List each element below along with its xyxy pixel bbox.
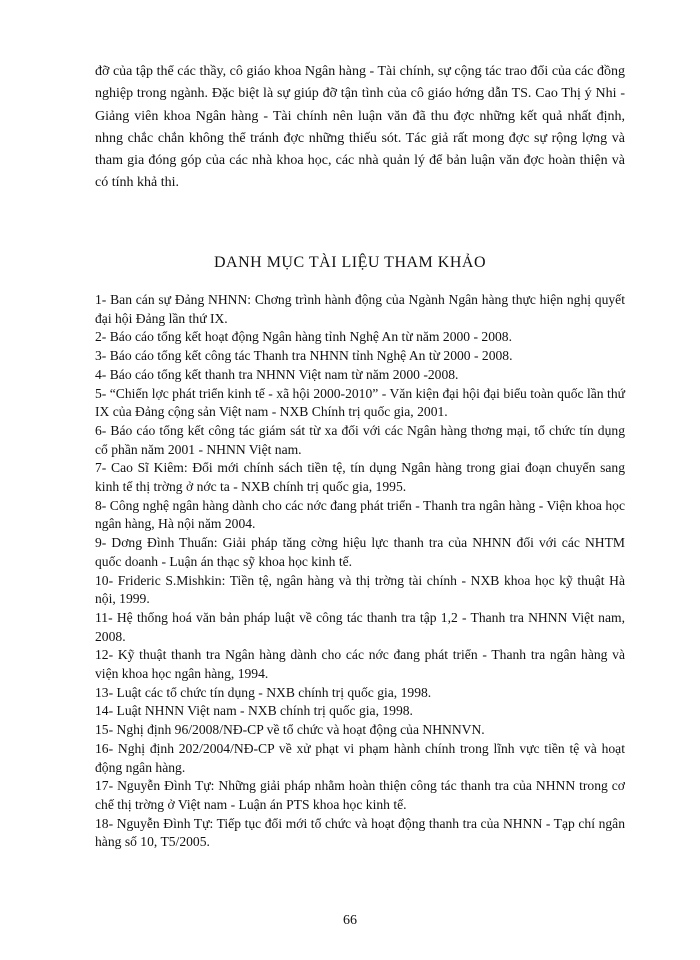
reference-item: 7- Cao Sĩ Kiêm: Đổi mới chính sách tiền tệ, tín dụng Ngân hàng trong giai đoạn chuyển sang kinh tế thị trờng ở nớc ta - NXB chính trị quốc gia, 1995. — [95, 460, 625, 495]
reference-item: 5- “Chiến lợc phát triển kinh tế - xã hội 2000-2010” - Văn kiện đại hội đại biểu toàn quốc lần thứ IX của Đảng cộng sản Việt nam - NXB Chính trị quốc gia, 2001. — [95, 385, 625, 420]
reference-list — [95, 291, 625, 852]
reference-item: 10- Frideric S.Mishkin: Tiền tệ, ngân hàng và thị trờng tài chính - NXB khoa học kỹ thuật Hà nội, 1999. — [95, 572, 625, 607]
reference-item: 14- Luật NHNN Việt nam - NXB chính trị quốc gia, 1998. — [95, 703, 413, 719]
reference-item: 2- Báo cáo tổng kết hoạt động Ngân hàng tỉnh Nghệ An từ năm 2000 - 2008. — [95, 329, 512, 345]
section-title: DANH MỤC TÀI LIỆU THAM KHẢO — [213, 254, 486, 271]
reference-item: 9- Dơng Đình Thuấn: Giải pháp tăng cờng hiệu lực thanh tra của NHNN đối với các NHTM quốc doanh - Luận án thạc sỹ khoa học kinh tế. — [95, 535, 625, 569]
page-number: 66 — [343, 913, 357, 928]
reference-item: 6- Báo cáo tổng kết công tác giám sát từ xa đối với các Ngân hàng thơng mại, tổ chức tín dụng cổ phần năm 2001 - NHNN Việt nam. — [95, 422, 625, 457]
intro-paragraph: đỡ của tập thể các thầy, cô giáo khoa Ngân hàng - Tài chính, sự cộng tác trao đổi của các đồng nghiệp trong ngành. Đặc biệt là sự giúp đỡ tận tình của cô giáo hớng dẫn TS. Cao Thị ý Nhi - Giảng viên khoa Ngân hàng - Tài chính nên luận văn đã thu đợc những kết quả nhất định, nhng chắc chắn không thể tránh đợc những thiếu sót. Tác giả rất mong đợc sự rộng lợng và tham gia đóng góp của các nhà khoa học, các nhà quản lý để bản luận văn đợc hoàn thiện và có tính khả thi. — [95, 64, 625, 191]
reference-item: 16- Nghị định 202/2004/NĐ-CP về xử phạt vi phạm hành chính trong lĩnh vực tiền tệ và hoạt động ngân hàng. — [95, 740, 625, 775]
reference-item: 4- Báo cáo tổng kết thanh tra NHNN Việt nam từ năm 2000 -2008. — [95, 366, 459, 382]
reference-item: 11- Hệ thống hoá văn bản pháp luật về công tác thanh tra tập 1,2 - Thanh tra NHNN Việt nam, 2008. — [95, 609, 625, 644]
reference-item: 13- Luật các tổ chức tín dụng - NXB chính trị quốc gia, 1998. — [95, 684, 432, 700]
reference-item: 12- Kỹ thuật thanh tra Ngân hàng dành cho các nớc đang phát triển - Thanh tra ngân hàng và viện khoa học ngân hàng, 1994. — [95, 647, 625, 682]
reference-item: 15- Nghị định 96/2008/NĐ-CP về tổ chức và hoạt động của NHNNVN. — [95, 722, 485, 738]
reference-item: 8- Công nghệ ngân hàng dành cho các nớc đang phát triển - Thanh tra ngân hàng - Viện khoa học ngân hàng, Hà nội năm 2004. — [95, 497, 625, 532]
reference-item: 3- Báo cáo tổng kết công tác Thanh tra NHNN tỉnh Nghệ An từ 2000 - 2008. — [95, 348, 513, 364]
reference-item: 1- Ban cán sự Đảng NHNN: Chơng trình hành động của Ngành Ngân hàng thực hiện nghị quyết đại hội Đảng lần thứ IX. — [95, 292, 625, 326]
reference-item: 17- Nguyễn Đình Tự: Những giải pháp nhằm hoàn thiện công tác thanh tra của NHNN trong cơ chế thị trờng ở Việt nam - Luận án PTS khoa học kinh tế. — [95, 778, 625, 812]
reference-item: 18- Nguyễn Đình Tự: Tiếp tục đổi mới tổ chức và hoạt động thanh tra của NHNN - Tạp chí ngân hàng số 10, T5/2005. — [95, 815, 625, 850]
